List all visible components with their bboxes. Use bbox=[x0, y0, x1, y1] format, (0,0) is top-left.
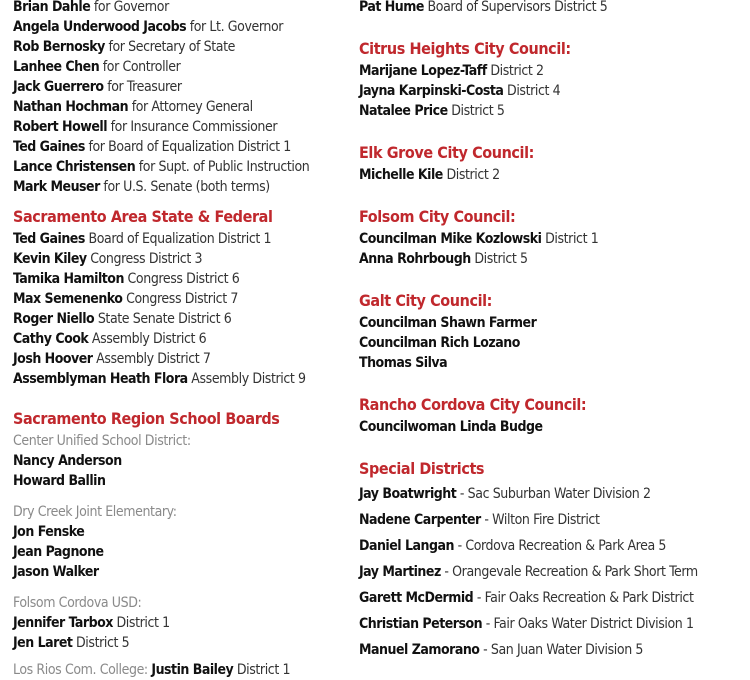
candidate-office: Assembly District 6 bbox=[91, 331, 207, 347]
endorsement-line bbox=[13, 229, 343, 249]
endorsement-line bbox=[359, 611, 744, 637]
section-heading: Folsom City Council: bbox=[359, 207, 516, 226]
endorsement-line bbox=[13, 77, 343, 97]
endorsement-line bbox=[13, 57, 343, 77]
endorsement-line bbox=[13, 97, 343, 117]
endorsement-line bbox=[359, 313, 744, 333]
candidate-name: Brian Dahle bbox=[13, 0, 91, 15]
endorsement-line bbox=[13, 471, 343, 491]
candidate-office: Fair Oaks Recreation & Park District bbox=[484, 590, 694, 606]
endorsement-line bbox=[359, 229, 744, 249]
candidate-name: Marijane Lopez-Taff bbox=[359, 63, 487, 79]
candidate-office: for Board of Equalization District 1 bbox=[88, 139, 291, 155]
candidate-office: District 2 bbox=[446, 167, 500, 183]
candidate-name: Nathan Hochman bbox=[13, 99, 129, 115]
endorsement-line bbox=[13, 0, 343, 17]
special-districts-list bbox=[359, 481, 744, 663]
separator: - bbox=[444, 564, 449, 580]
endorsement-line bbox=[13, 157, 343, 177]
candidate-name: Lance Christensen bbox=[13, 159, 136, 175]
candidate-name: Assemblyman Heath Flora bbox=[13, 371, 188, 387]
endorsement-line bbox=[13, 177, 343, 197]
separator: - bbox=[483, 642, 488, 658]
candidate-name: Pat Hume bbox=[359, 0, 424, 15]
endorsement-line bbox=[13, 17, 343, 37]
candidate-office: for Insurance Commissioner bbox=[110, 119, 278, 135]
endorsement-line bbox=[13, 137, 343, 157]
candidate-name: Garett McDermid bbox=[359, 590, 474, 606]
endorsement-line bbox=[359, 61, 744, 81]
candidate-name: Jayna Karpinski-Costa bbox=[359, 83, 504, 99]
candidate-name: Lanhee Chen bbox=[13, 59, 100, 75]
candidate-office: for Lt. Governor bbox=[189, 19, 284, 35]
endorsement-line bbox=[13, 289, 343, 309]
endorsement-line bbox=[13, 562, 343, 582]
candidate-name: Natalee Price bbox=[359, 103, 448, 119]
separator: - bbox=[459, 486, 465, 502]
candidate-office: San Juan Water Division 5 bbox=[490, 642, 643, 658]
candidate-name: Daniel Langan bbox=[359, 538, 454, 554]
district-label: Dry Creek Joint Elementary: bbox=[13, 504, 177, 520]
candidate-office: District 5 bbox=[474, 251, 528, 267]
section-heading: Special Districts bbox=[359, 459, 485, 478]
candidate-office: Assembly District 7 bbox=[96, 351, 211, 367]
section-heading: Sacramento Area State & Federal bbox=[13, 207, 273, 226]
candidate-office: for Attorney General bbox=[131, 99, 253, 115]
separator: - bbox=[484, 512, 489, 528]
candidate-office: Board of Equalization District 1 bbox=[88, 231, 272, 247]
candidate-office: for Treasurer bbox=[107, 79, 182, 95]
candidate-name: Jay Boatwright bbox=[359, 486, 457, 502]
candidate-name: Mark Meuser bbox=[13, 179, 100, 195]
candidate-office: Congress District 3 bbox=[90, 251, 203, 267]
candidate-name: Justin Bailey bbox=[151, 662, 234, 678]
left-column bbox=[13, 0, 343, 680]
endorsement-line bbox=[13, 660, 343, 680]
candidate-office: District 1 bbox=[116, 615, 170, 631]
endorsement-line bbox=[359, 417, 744, 437]
candidate-office: District 5 bbox=[76, 635, 130, 651]
endorsement-line bbox=[13, 613, 343, 633]
endorsement-line bbox=[13, 633, 343, 653]
candidate-name: Josh Hoover bbox=[13, 351, 93, 367]
candidate-name: Ted Gaines bbox=[13, 231, 85, 247]
endorsement-line bbox=[359, 249, 744, 269]
candidate-office: Congress District 6 bbox=[127, 271, 240, 287]
candidate-name: Thomas Silva bbox=[359, 355, 448, 371]
candidate-name: Angela Underwood Jacobs bbox=[13, 19, 187, 35]
endorsement-line bbox=[359, 481, 744, 507]
candidate-name: Jean Pagnone bbox=[13, 544, 104, 560]
candidate-name: Christian Peterson bbox=[359, 616, 483, 632]
district-label: Folsom Cordova USD: bbox=[13, 595, 142, 611]
candidate-office: for Governor bbox=[93, 0, 169, 15]
candidate-name: Nadene Carpenter bbox=[359, 512, 481, 528]
endorsement-line bbox=[359, 507, 744, 533]
section-heading: Citrus Heights City Council: bbox=[359, 39, 571, 58]
district-label: Center Unified School District: bbox=[13, 433, 191, 449]
candidate-office: Sac Suburban Water Division 2 bbox=[467, 486, 651, 502]
candidate-office: Cordova Recreation & Park Area 5 bbox=[465, 538, 667, 554]
endorsement-line bbox=[13, 522, 343, 542]
right-column bbox=[359, 0, 744, 663]
endorsement-line bbox=[359, 0, 744, 17]
candidate-office: Fair Oaks Water District Division 1 bbox=[493, 616, 694, 632]
candidate-name: Councilman Shawn Farmer bbox=[359, 315, 537, 331]
candidate-name: Nancy Anderson bbox=[13, 453, 122, 469]
section-heading: Elk Grove City Council: bbox=[359, 143, 534, 162]
candidate-name: Anna Rohrbough bbox=[359, 251, 471, 267]
endorsement-line bbox=[13, 329, 343, 349]
candidate-name: Robert Howell bbox=[13, 119, 108, 135]
candidate-name: Ted Gaines bbox=[13, 139, 85, 155]
candidate-office: State Senate District 6 bbox=[97, 311, 232, 327]
candidate-office: for Supt. of Public Instruction bbox=[138, 159, 310, 175]
candidate-office: Assembly District 9 bbox=[191, 371, 306, 387]
candidate-office: District 2 bbox=[490, 63, 544, 79]
endorsement-line bbox=[13, 117, 343, 137]
separator: - bbox=[457, 538, 462, 554]
candidate-name: Jason Walker bbox=[13, 564, 99, 580]
endorsement-line bbox=[359, 333, 744, 353]
candidate-name: Jon Fenske bbox=[13, 524, 85, 540]
candidate-name: Jennifer Tarbox bbox=[13, 615, 113, 631]
candidate-office: Wilton Fire District bbox=[492, 512, 600, 528]
candidate-office: Congress District 7 bbox=[126, 291, 238, 307]
candidate-name: Councilman Mike Kozlowski bbox=[359, 231, 542, 247]
section-heading: Sacramento Region School Boards bbox=[13, 409, 280, 428]
statewide-list bbox=[13, 0, 343, 197]
candidate-name: Jay Martinez bbox=[359, 564, 441, 580]
endorsement-line bbox=[13, 369, 343, 389]
endorsement-line bbox=[13, 349, 343, 369]
candidate-office: District 5 bbox=[451, 103, 505, 119]
endorsement-line bbox=[359, 637, 744, 663]
endorsement-line bbox=[13, 37, 343, 57]
endorsement-line bbox=[13, 542, 343, 562]
separator: - bbox=[485, 616, 490, 632]
endorsement-line bbox=[359, 585, 744, 611]
endorsement-line bbox=[359, 353, 744, 373]
candidate-name: Howard Ballin bbox=[13, 473, 106, 489]
endorsement-line bbox=[359, 165, 744, 185]
endorsement-line bbox=[359, 81, 744, 101]
candidate-name: Cathy Cook bbox=[13, 331, 89, 347]
candidate-name: Rob Bernosky bbox=[13, 39, 105, 55]
candidate-name: Jen Laret bbox=[13, 635, 73, 651]
candidate-name: Jack Guerrero bbox=[13, 79, 104, 95]
endorsement-line bbox=[13, 269, 343, 289]
candidate-name: Roger Niello bbox=[13, 311, 95, 327]
candidate-office: Orangevale Recreation & Park Short Term bbox=[452, 564, 698, 580]
endorsement-line bbox=[13, 309, 343, 329]
section-heading: Galt City Council: bbox=[359, 291, 493, 310]
candidate-name: Councilwoman Linda Budge bbox=[359, 419, 543, 435]
candidate-office: for Secretary of State bbox=[108, 39, 235, 55]
candidate-office: District 1 bbox=[236, 662, 291, 678]
candidate-office: for Controller bbox=[102, 59, 181, 75]
candidate-office: for U.S. Senate (both terms) bbox=[103, 179, 270, 195]
endorsement-line bbox=[13, 249, 343, 269]
candidate-name: Michelle Kile bbox=[359, 167, 443, 183]
sac-area-list bbox=[13, 229, 343, 389]
candidate-name: Max Semenenko bbox=[13, 291, 123, 307]
endorsement-line bbox=[359, 559, 744, 585]
district-label: Los Rios Com. College: bbox=[13, 662, 148, 678]
endorsement-line bbox=[359, 101, 744, 121]
endorsement-line bbox=[13, 451, 343, 471]
candidate-name: Tamika Hamilton bbox=[13, 271, 124, 287]
candidate-name: Kevin Kiley bbox=[13, 251, 87, 267]
endorsement-line bbox=[359, 533, 744, 559]
candidate-office: District 4 bbox=[507, 83, 561, 99]
candidate-name: Councilman Rich Lozano bbox=[359, 335, 520, 351]
section-heading: Rancho Cordova City Council: bbox=[359, 395, 587, 414]
candidate-office: Board of Supervisors District 5 bbox=[427, 0, 608, 15]
separator: - bbox=[476, 590, 481, 606]
candidate-office: District 1 bbox=[545, 231, 599, 247]
candidate-name: Manuel Zamorano bbox=[359, 642, 480, 658]
